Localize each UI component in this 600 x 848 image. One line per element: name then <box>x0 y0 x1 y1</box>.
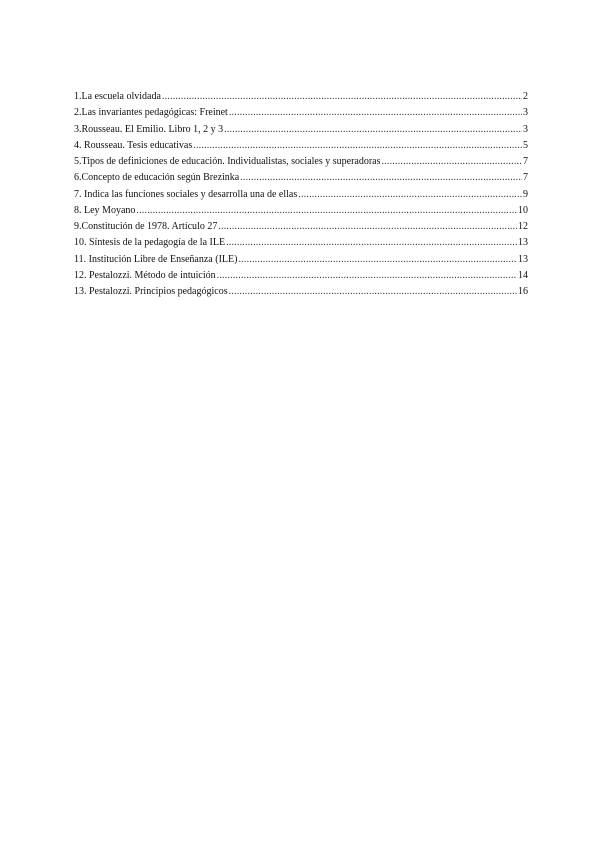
toc-entry[interactable] <box>74 219 528 235</box>
toc-dot-leader <box>298 187 522 203</box>
toc-entry[interactable] <box>74 122 528 138</box>
toc-dot-leader <box>162 89 522 105</box>
toc-entry-title: 5.Tipos de definiciones de educación. Individualistas, sociales y superadoras <box>74 156 381 167</box>
toc-dot-leader <box>229 105 522 121</box>
toc-entry-page: 12 <box>518 221 528 232</box>
toc-entry[interactable] <box>74 89 528 105</box>
toc-entry[interactable] <box>74 268 528 284</box>
table-of-contents <box>74 89 528 300</box>
toc-entry[interactable] <box>74 170 528 186</box>
toc-entry-page: 14 <box>518 269 528 281</box>
toc-entry[interactable] <box>74 138 528 154</box>
toc-entry-page: 10 <box>518 204 528 216</box>
toc-entry[interactable] <box>74 154 528 170</box>
toc-entry-title: 9.Constitución de 1978. Artículo 27 <box>74 221 218 232</box>
toc-entry-page: 13 <box>518 237 528 249</box>
toc-entry-page: 3 <box>523 123 528 135</box>
toc-dot-leader <box>136 203 517 219</box>
toc-entry-title: 1.La escuela olvidada <box>74 91 161 102</box>
toc-entry-page: 13 <box>518 253 528 265</box>
toc-entry[interactable] <box>74 252 528 268</box>
toc-entry[interactable] <box>74 203 528 219</box>
toc-entry-page: 7 <box>523 172 528 184</box>
toc-dot-leader <box>224 122 522 138</box>
toc-entry-title: 11. Institución Libre de Enseñanza (ILE) <box>74 253 238 265</box>
toc-entry-title: 7. Indica las funciones sociales y desarrolla una de ellas <box>74 188 298 200</box>
toc-entry-page: 16 <box>518 286 528 297</box>
toc-dot-leader <box>229 284 517 300</box>
toc-entry-title: 12. Pestalozzi. Método de intuición <box>74 269 216 281</box>
toc-entry[interactable] <box>74 235 528 251</box>
toc-entry-page: 5 <box>523 139 528 151</box>
toc-entry-title: 10. Síntesis de la pedagogía de la ILE <box>74 237 226 249</box>
toc-entry[interactable] <box>74 105 528 121</box>
toc-dot-leader <box>218 219 517 235</box>
toc-entry[interactable] <box>74 284 528 300</box>
toc-entry-page: 2 <box>523 91 528 102</box>
toc-entry-title: 6.Concepto de educación según Brezinka <box>74 172 240 184</box>
toc-entry-page: 7 <box>523 156 528 167</box>
toc-entry-title: 3.Rousseau. El Emilio. Libro 1, 2 y 3 <box>74 123 224 135</box>
toc-dot-leader <box>226 235 517 251</box>
toc-entry-page: 9 <box>523 188 528 200</box>
toc-entry-title: 8. Ley Moyano <box>74 204 136 216</box>
toc-entry-page: 3 <box>523 107 528 119</box>
toc-entry-title: 4. Rousseau. Tesis educativas <box>74 139 193 151</box>
toc-dot-leader <box>382 154 522 170</box>
toc-dot-leader <box>240 170 522 186</box>
toc-entry-title: 13. Pestalozzi. Principios pedagógicos <box>74 286 228 297</box>
toc-dot-leader <box>193 138 522 154</box>
toc-entry-title: 2.Las invariantes pedagógicas: Freinet <box>74 107 228 119</box>
toc-entry[interactable] <box>74 187 528 203</box>
toc-dot-leader <box>238 252 517 268</box>
toc-dot-leader <box>217 268 517 284</box>
